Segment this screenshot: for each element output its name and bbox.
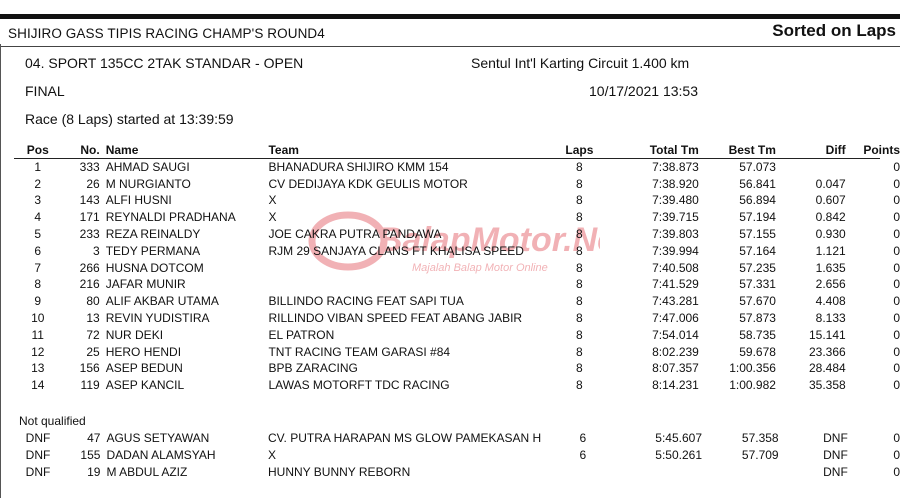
cell-total: 7:54.014 (652, 327, 699, 342)
cell-no: 233 (79, 226, 100, 241)
cell-points: 0 (893, 310, 900, 325)
cell-no: 156 (79, 361, 100, 376)
cell-points: 0 (893, 277, 900, 292)
cell-name: JAFAR MUNIR (105, 277, 186, 292)
cell-team: X (268, 193, 277, 208)
cell-name: DADAN ALAMSYAH (106, 447, 216, 462)
cell-name: AGUS SETYAWAN (106, 431, 210, 445)
cell-team: BILLINDO RACING FEAT SAPI TUA (268, 294, 464, 309)
cell-points: 0 (893, 243, 900, 258)
cell-diff: 1.635 (815, 260, 846, 275)
cell-name: AHMAD SAUGI (105, 159, 190, 174)
session-name: FINAL (25, 83, 65, 99)
cell-team: HUNNY BUNNY REBORN (267, 464, 411, 479)
cell-points: 0 (893, 260, 900, 275)
cell-team: JOE CAKRA PUTRA PANDAWA (268, 226, 442, 241)
cell-best: 57.194 (739, 210, 776, 225)
cell-laps: 6 (579, 447, 587, 462)
cell-laps: 8 (576, 277, 583, 292)
cell-total: 8:14.231 (652, 378, 699, 393)
cell-name: TEDY PERMANA (105, 243, 201, 258)
cell-name: REZA REINALDY (105, 226, 201, 241)
cell-laps: 8 (576, 243, 583, 258)
cell-team: LAWAS MOTORFT TDC RACING (268, 378, 450, 393)
cell-name: ALFI HUSNI (105, 193, 172, 208)
cell-diff: 0.930 (815, 226, 846, 241)
cell-laps: 8 (576, 310, 583, 325)
cell-points: 0 (893, 210, 900, 225)
cell-diff (776, 159, 846, 176)
col-pos: Pos (26, 143, 49, 157)
cell-best: 56.841 (739, 176, 776, 191)
cell-best (702, 464, 779, 481)
cell-total: 7:38.873 (652, 159, 699, 174)
cell-best: 58.735 (739, 327, 776, 342)
cell-no: 119 (80, 378, 100, 393)
cell-total: 7:43.281 (652, 294, 699, 309)
cell-no: 266 (79, 260, 100, 275)
cell-team: X (267, 447, 276, 462)
table-row (14, 327, 900, 344)
cell-no: 80 (86, 294, 100, 309)
cell-diff: DNF (823, 464, 848, 479)
cell-pos: 5 (34, 226, 42, 241)
col-laps: Laps (565, 143, 594, 157)
cell-pos: 6 (34, 243, 42, 258)
cell-points: 0 (893, 193, 900, 208)
cell-laps: 8 (576, 327, 583, 342)
cell-laps: 8 (576, 294, 583, 309)
table-row (14, 293, 900, 310)
cell-best: 57.358 (741, 431, 779, 445)
cell-name: ASEP BEDUN (105, 361, 183, 376)
cell-total: 7:40.508 (652, 260, 699, 275)
cell-total (625, 464, 702, 481)
cell-diff: 28.484 (808, 361, 846, 376)
cell-pos: 8 (34, 277, 42, 292)
cell-team: EL PATRON (268, 327, 335, 342)
cell-points: 0 (893, 327, 900, 342)
cell-total: 7:41.529 (652, 277, 699, 292)
cell-best: 1:00.982 (729, 378, 776, 393)
col-total: Total Tm (649, 143, 699, 157)
cell-diff: 4.408 (815, 294, 846, 309)
cell-no: 155 (80, 447, 101, 462)
cell-diff: 15.141 (808, 327, 846, 342)
cell-pos: 4 (34, 210, 42, 225)
race-start-info: Race (8 Laps) started at 13:39:59 (25, 111, 234, 127)
cell-diff: DNF (823, 431, 848, 445)
cell-laps: 8 (576, 226, 583, 241)
table-row (14, 176, 900, 193)
cell-no: 72 (86, 327, 100, 342)
cell-total: 7:39.715 (652, 210, 699, 225)
cell-team: CV DEDIJAYA KDK GEULIS MOTOR (268, 176, 468, 191)
table-row (14, 159, 900, 176)
cell-diff: DNF (823, 447, 848, 462)
table-row (14, 447, 900, 464)
cell-best: 1:00.356 (729, 361, 776, 376)
cell-pos: 2 (34, 176, 42, 191)
cell-total: 5:45.607 (655, 431, 703, 445)
cell-diff: 23.366 (808, 344, 846, 359)
cell-no: 47 (87, 431, 101, 445)
cell-pos: 7 (34, 260, 42, 275)
cell-total: 7:39.480 (652, 193, 699, 208)
cell-pos: DNF (25, 464, 51, 479)
cell-team: RILLINDO VIBAN SPEED FEAT ABANG JABIR (268, 310, 523, 325)
cell-points: 0 (893, 344, 900, 359)
table-row (14, 360, 900, 377)
cell-name: NUR DEKI (105, 327, 164, 342)
cell-laps: 8 (576, 176, 583, 191)
cell-name: REVIN YUDISTIRA (105, 310, 210, 325)
cell-best: 57.873 (739, 310, 776, 325)
cell-diff: 0.842 (815, 210, 846, 225)
cell-laps: 8 (576, 210, 583, 225)
cell-diff: 2.656 (815, 277, 846, 292)
cell-pos: 10 (31, 310, 45, 325)
event-title: SHIJIRO GASS TIPIS RACING CHAMP'S ROUND4 (8, 26, 325, 41)
circuit-name: Sentul Int'l Karting Circuit 1.400 km (471, 55, 690, 71)
cell-best: 57.164 (739, 243, 776, 258)
cell-pos: 9 (34, 294, 42, 309)
cell-no: 171 (79, 210, 100, 225)
left-border (0, 44, 1, 498)
cell-points: 0 (893, 361, 900, 376)
cell-diff: 0.047 (815, 176, 846, 191)
cell-best: 56.894 (739, 193, 776, 208)
cell-team: X (268, 210, 277, 225)
cell-pos: DNF (25, 431, 51, 445)
cell-diff: 8.133 (815, 310, 846, 325)
table-row (14, 430, 900, 447)
cell-points: 0 (893, 159, 900, 174)
cell-best: 57.670 (739, 294, 776, 309)
cell-no: 216 (79, 277, 100, 292)
cell-pos: 3 (34, 193, 42, 208)
cell-total: 5:50.261 (655, 447, 703, 462)
cell-points: 0 (893, 464, 900, 479)
cell-laps: 8 (576, 159, 583, 174)
cell-total: 7:38.920 (652, 176, 699, 191)
cell-team: TNT RACING TEAM GARASI #84 (268, 344, 451, 359)
cell-best: 59.678 (739, 344, 776, 359)
cell-team (268, 276, 537, 293)
table-row (14, 464, 900, 481)
table-row (14, 276, 900, 293)
cell-laps (541, 464, 624, 481)
col-best: Best Tm (728, 143, 776, 157)
cell-laps: 8 (576, 260, 583, 275)
cell-total: 7:39.803 (652, 226, 699, 241)
cell-pos: 12 (31, 344, 45, 359)
not-qualified-table (14, 430, 900, 480)
cell-points: 0 (893, 226, 900, 241)
cell-name: HUSNA DOTCOM (105, 260, 204, 275)
cell-no: 3 (93, 243, 100, 258)
cell-pos: 14 (31, 378, 45, 393)
col-team: Team (268, 143, 299, 157)
table-row (14, 243, 900, 260)
cell-team (268, 260, 537, 277)
cell-best: 57.709 (741, 447, 779, 462)
cell-points: 0 (893, 447, 900, 462)
results-table (14, 142, 900, 394)
cell-laps: 8 (576, 193, 583, 208)
cell-name: REYNALDI PRADHANA (105, 210, 236, 225)
cell-no: 19 (87, 464, 101, 479)
cell-pos: DNF (25, 447, 51, 462)
watermark-tagline: Majalah Balap Motor Online (412, 262, 548, 274)
cell-team: CV. PUTRA HARAPAN MS GLOW PAMEKASAN H (267, 431, 542, 445)
watermark-brand: BalapMotor.N (378, 221, 598, 259)
table-row (14, 377, 900, 394)
cell-laps: 8 (576, 361, 583, 376)
cell-name: ALIF AKBAR UTAMA (105, 294, 219, 309)
cell-points: 0 (893, 176, 900, 191)
cell-no: 333 (79, 159, 100, 174)
cell-no: 13 (86, 310, 100, 325)
cell-pos: 13 (31, 361, 45, 376)
table-row (14, 226, 900, 243)
cell-points: 0 (893, 378, 900, 393)
cell-team: RJM 29 SANJAYA CLANS FT KHALISA SPEED (268, 243, 524, 258)
table-row (14, 344, 900, 361)
col-points: Points (863, 143, 900, 157)
cell-no: 143 (79, 193, 100, 208)
cell-points: 0 (893, 294, 900, 309)
cell-diff: 0.607 (815, 193, 846, 208)
cell-team: BHANADURA SHIJIRO KMM 154 (268, 159, 449, 174)
cell-team: BPB ZARACING (268, 361, 358, 376)
cell-laps: 8 (576, 344, 583, 359)
cell-best: 57.073 (739, 159, 776, 174)
cell-best: 57.155 (739, 226, 776, 241)
table-header-row (14, 142, 900, 159)
cell-best: 57.331 (739, 277, 776, 292)
header-underline (14, 158, 880, 159)
table-row (14, 192, 900, 209)
col-no: No. (80, 143, 100, 157)
cell-laps: 8 (576, 378, 583, 393)
table-row (14, 260, 900, 277)
not-qualified-label: Not qualified (19, 414, 86, 428)
table-row (14, 310, 900, 327)
cell-name: HERO HENDI (105, 344, 182, 359)
sort-label: Sorted on Laps (772, 21, 896, 40)
cell-no: 25 (86, 344, 100, 359)
cell-diff: 35.358 (808, 378, 846, 393)
cell-laps: 6 (579, 431, 587, 445)
col-diff: Diff (825, 143, 846, 157)
class-name: 04. SPORT 135CC 2TAK STANDAR - OPEN (25, 55, 304, 71)
cell-total: 8:07.357 (652, 361, 699, 376)
cell-name: ASEP KANCIL (105, 378, 185, 393)
cell-best: 57.235 (739, 260, 776, 275)
cell-name: M NURGIANTO (105, 176, 191, 191)
col-name: Name (105, 143, 139, 157)
cell-pos: 11 (31, 327, 44, 342)
report-datetime: 10/17/2021 13:53 (589, 83, 698, 99)
cell-name: M ABDUL AZIZ (106, 464, 188, 479)
cell-no: 26 (86, 176, 100, 191)
cell-points: 0 (893, 431, 900, 445)
cell-pos: 1 (34, 159, 42, 174)
cell-total: 7:47.006 (652, 310, 699, 325)
report-header (0, 19, 900, 45)
table-row (14, 209, 900, 226)
cell-diff: 1.121 (815, 243, 846, 258)
header-divider (0, 46, 900, 47)
cell-total: 7:39.994 (652, 243, 699, 258)
cell-total: 8:02.239 (652, 344, 699, 359)
